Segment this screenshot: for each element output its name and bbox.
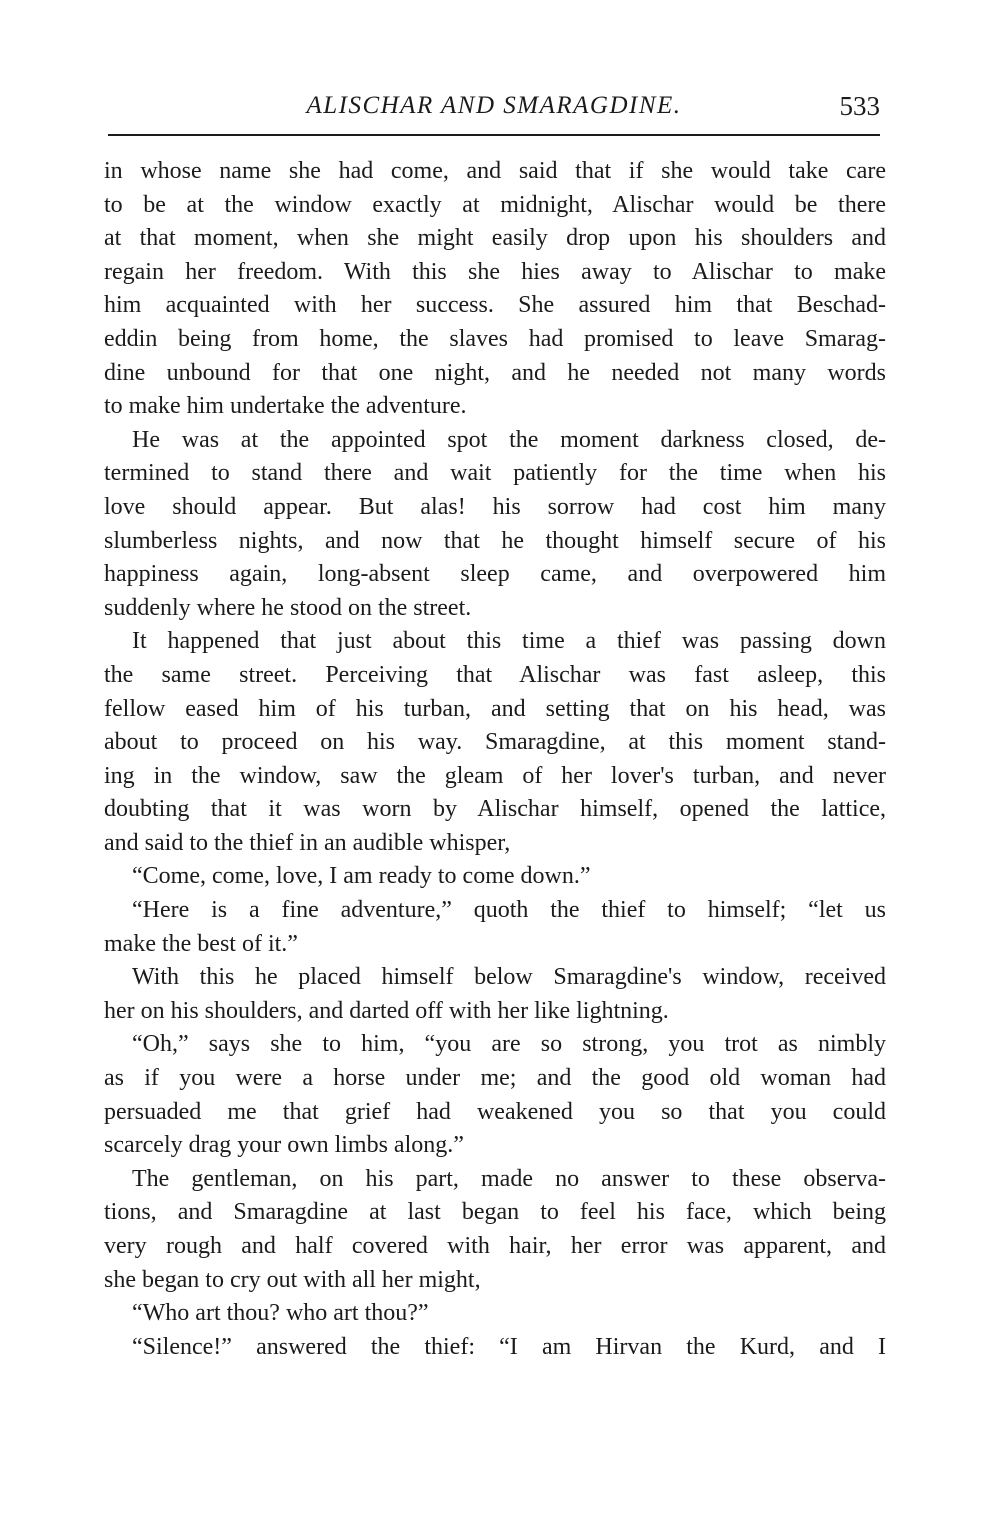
text-line: regain her freedom. With this she hies away to Alischar to make — [104, 258, 886, 285]
text-line: suddenly where he stood on the street. — [104, 594, 472, 621]
text-line: termined to stand there and wait patiently for the time when his — [104, 460, 886, 487]
text-line: the same street. Perceiving that Alischar was fast asleep, this — [104, 661, 886, 688]
text-line: It happened that just about this time a thief was passing down — [132, 628, 886, 655]
text-line: doubting that it was worn by Alischar himself, opened the lattice, — [104, 796, 886, 823]
text-line: slumberless nights, and now that he thought himself secure of his — [104, 527, 886, 554]
text-line: and said to the thief in an audible whisper, — [104, 829, 511, 856]
text-line: happiness again, long-absent sleep came, and overpowered him — [104, 561, 886, 588]
text-line: persuaded me that grief had weakened you so that you could — [104, 1098, 886, 1125]
page-number: 533 — [839, 91, 880, 121]
text-line: dine unbound for that one night, and he needed not many words — [104, 359, 886, 386]
text-line: “Come, come, love, I am ready to come down.” — [132, 863, 591, 890]
text-line: tions, and Smaragdine at last began to feel his face, which being — [104, 1199, 886, 1226]
text-line: about to proceed on his way. Smaragdine, at this moment stand- — [104, 729, 886, 756]
text-line: ing in the window, saw the gleam of her lover's turban, and never — [104, 762, 886, 789]
text-line: him acquainted with her success. She assured him that Beschad- — [104, 292, 886, 319]
header-rule — [108, 134, 880, 136]
text-line: love should appear. But alas! his sorrow had cost him many — [104, 493, 886, 520]
text-line: to make him undertake the adventure. — [104, 393, 467, 420]
text-line: eddin being from home, the slaves had promised to leave Smarag- — [104, 325, 886, 352]
body-text — [104, 155, 886, 1364]
text-line: her on his shoulders, and darted off with her like lightning. — [104, 997, 669, 1024]
text-line: He was at the appointed spot the moment darkness closed, de- — [132, 426, 886, 453]
text-line: “Silence!” answered the thief: “I am Hirvan the Kurd, and I — [132, 1333, 886, 1360]
running-title: ALISCHAR AND SMARAGDINE. — [306, 92, 682, 119]
text-line: to be at the window exactly at midnight, Alischar would be there — [104, 191, 886, 218]
text-line: “Here is a fine adventure,” quoth the thief to himself; “let us — [132, 897, 886, 924]
text-line: “Who art thou? who art thou?” — [132, 1300, 429, 1327]
text-line: as if you were a horse under me; and the good old woman had — [104, 1065, 886, 1092]
running-header — [108, 88, 880, 128]
text-line: she began to cry out with all her might, — [104, 1266, 481, 1293]
text-line: “Oh,” says she to him, “you are so strong, you trot as nimbly — [132, 1031, 886, 1058]
text-line: With this he placed himself below Smaragdine's window, received — [132, 964, 886, 991]
text-line: scarcely drag your own limbs along.” — [104, 1132, 464, 1159]
text-line: in whose name she had come, and said that if she would take care — [104, 158, 886, 184]
text-line: The gentleman, on his part, made no answer to these observa- — [132, 1165, 886, 1192]
text-line: at that moment, when she might easily drop upon his shoulders and — [104, 225, 886, 252]
text-line: fellow eased him of his turban, and setting that on his head, was — [104, 695, 886, 722]
text-line: very rough and half covered with hair, her error was apparent, and — [104, 1233, 886, 1259]
text-line: make the best of it.” — [104, 930, 298, 957]
